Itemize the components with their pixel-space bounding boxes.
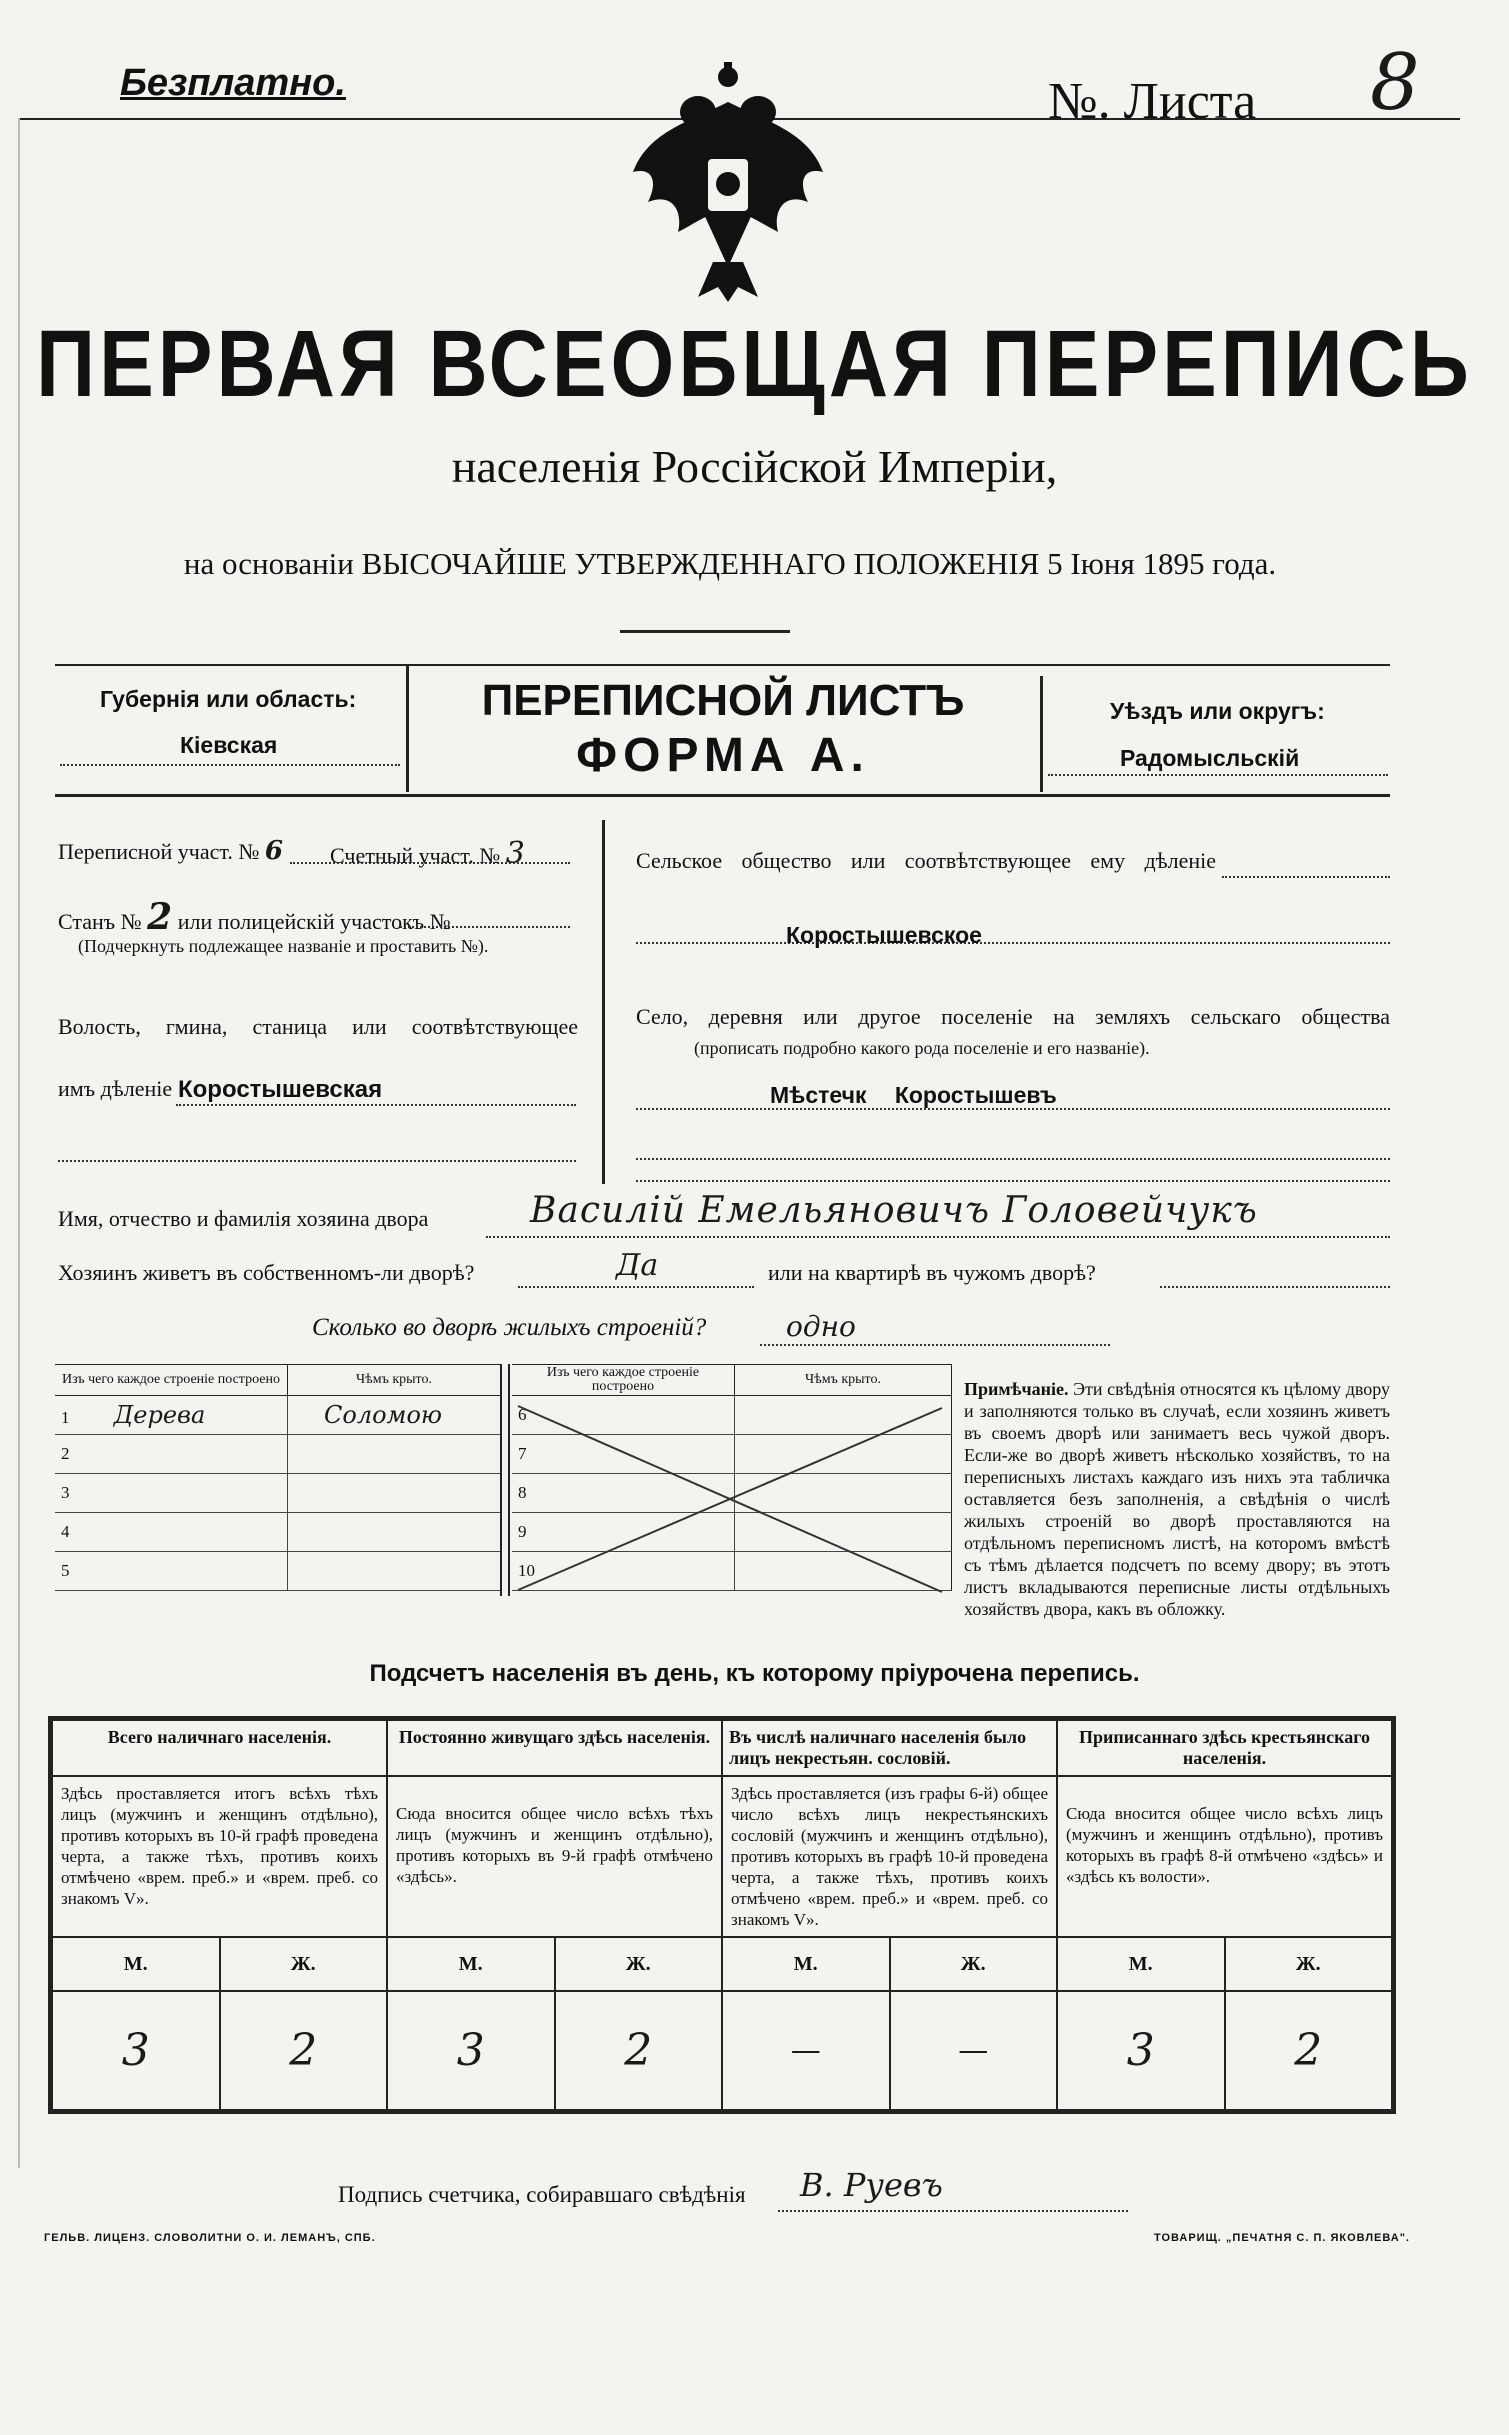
census-section-value: 6	[264, 836, 283, 866]
male-header: М.	[52, 1937, 220, 1991]
census-section-label: Переписной участ. №	[58, 839, 260, 864]
male-header: М.	[722, 1937, 890, 1991]
row-num: 5	[61, 1561, 70, 1580]
table-row	[55, 1513, 500, 1552]
nonpeasant-female-count: —	[890, 1991, 1058, 2110]
total-female-count: 2	[220, 1991, 388, 2110]
society-field	[636, 912, 1390, 944]
row-num: 9	[518, 1522, 527, 1541]
table-row	[55, 1474, 500, 1513]
note-text: Эти свѣдѣнія относятся къ цѣлому двору и заполняются только въ случаѣ, если хозяинъ живетъ въ своемъ дворѣ или занимаетъ весь чужой дворъ. Если-же во дворѣ живетъ нѣсколько хозяйствъ, то на переписныхъ листахъ каждаго изъ нихъ эта табличка оставляется безъ заполненія, а свѣдѣнія о числѣ жилыхъ строеній во дворѣ проставляются на отдѣльномъ переписномъ листѣ, на которомъ вмѣстѣ съ тѣмъ дѣлается подсчетъ по всему двору; въ этотъ листъ вкладываются переписные листы отдѣльныхъ хозяйствъ двора, какъ въ обложку.	[964, 1379, 1391, 1619]
row-roof: Соломою	[324, 1401, 443, 1429]
female-header: Ж.	[555, 1937, 723, 1991]
count-section-line	[290, 862, 570, 864]
dwellings-double-rule	[500, 1364, 510, 1596]
region-divider-right	[1040, 676, 1043, 792]
gubernia-label: Губернія или область:	[100, 686, 357, 712]
row-num: 3	[61, 1483, 70, 1502]
population-title: Подсчетъ населенія въ день, къ которому пріурочена перепись.	[369, 1660, 1140, 1687]
underline-note: (Подчеркнуть подлежащее названіе и проставить №).	[78, 936, 489, 956]
own-yard-value: Да	[616, 1248, 659, 1283]
pop-col-registered-title: Приписаннаго здѣсь крестьянскаго населенія.	[1057, 1720, 1392, 1776]
sheet-number-label: №. Листа	[1048, 73, 1257, 130]
row-num: 7	[518, 1444, 527, 1463]
stan-line	[400, 926, 570, 928]
village-field-3	[636, 1180, 1390, 1182]
uezd-label: Уѣздъ или округъ:	[1110, 698, 1325, 724]
volost-value: Коростышевская	[178, 1076, 383, 1103]
pop-col-nonpeasant-desc: Здѣсь проставляется (изъ графы 6-й) общее число всѣхъ лицъ некрестьянскихъ сословій (мужчинъ и женщинъ отдѣльно), противъ которыхъ въ графѣ 10-й проведена черта, а также тѣхъ, противъ коихъ отмѣчено «врем. преб.» и «врем. преб. со знакомъ V».	[722, 1776, 1057, 1937]
row-num: 8	[518, 1483, 527, 1502]
society-value: Коростышевское	[786, 922, 982, 948]
nonpeasant-male-count: —	[722, 1991, 890, 2110]
main-title: ПЕРВАЯ ВСЕОБЩАЯ ПЕРЕПИСЬ	[36, 312, 1473, 417]
table-row	[55, 1435, 500, 1474]
police-label: или полицейскій участокъ №	[177, 909, 451, 934]
population-table	[48, 1716, 1396, 2114]
male-header: М.	[1057, 1937, 1225, 1991]
subtitle: населенія Россійской Имперіи,	[451, 441, 1058, 492]
village-note: (прописать подробно какого рода поселеніе и его названіе).	[694, 1038, 1150, 1058]
cross-out-mark	[512, 1400, 952, 1596]
col-material-header-right: Изъ чего каждое строеніе построено	[512, 1365, 735, 1396]
pop-col-total-desc: Здѣсь проставляется итогъ всѣхъ тѣхъ лицъ (мужчинъ и женщинъ отдѣльно), противъ которыхъ въ 10-й графѣ проведена черта, а также тѣхъ, противъ коихъ отмѣчено «врем. преб.» и «врем. преб. со знакомъ V».	[52, 1776, 387, 1937]
gubernia-value: Кіевская	[180, 732, 278, 758]
dwellings-table-left	[55, 1364, 500, 1591]
count-section-label: Счетный участ. №	[330, 843, 501, 868]
row-num: 1	[61, 1408, 70, 1427]
own-yard-label: Хозяинъ живетъ въ собственномъ-ли дворѣ?	[58, 1260, 475, 1285]
society-line-1	[1222, 850, 1390, 878]
total-male-count: 3	[52, 1991, 220, 2110]
form-title: ПЕРЕПИСНОЙ ЛИСТЪ	[481, 676, 965, 725]
owner-name-label: Имя, отчество и фамилія хозяина двора	[58, 1206, 429, 1231]
female-header: Ж.	[1225, 1937, 1393, 1991]
buildings-value: одно	[786, 1310, 856, 1343]
volost-field-2	[58, 1130, 576, 1162]
count-section	[330, 836, 525, 871]
table-row	[55, 1552, 500, 1591]
row-material: Дерева	[113, 1401, 206, 1429]
signature-value: В. Руевъ	[800, 2166, 943, 2204]
pop-col-total-title: Всего наличнаго населенія.	[52, 1720, 387, 1776]
row-num: 2	[61, 1444, 70, 1463]
pop-col-registered-desc: Сюда вносится общее число всѣхъ лицъ (мужчинъ и женщинъ отдѣльно), противъ которыхъ въ графѣ 8-й отмѣчено «здѣсь» и «здѣсь къ волости».	[1057, 1776, 1392, 1937]
dwellings-note	[964, 1378, 1390, 1620]
free-label: Безплатно.	[120, 62, 346, 104]
male-header: М.	[387, 1937, 555, 1991]
registered-female-count: 2	[1225, 1991, 1393, 2110]
registered-male-count: 3	[1057, 1991, 1225, 2110]
printer-left: ГЕЛЬВ. ЛИЦЕНЗ. СЛОВОЛИТНИ О. И. ЛЕМАНЪ, СПБ.	[44, 2232, 376, 2244]
row-num: 4	[61, 1522, 70, 1541]
buildings-label: Сколько во дворѣ жилыхъ строеній?	[312, 1314, 707, 1341]
vertical-divider	[602, 820, 605, 1184]
rent-label: или на квартирѣ въ чужомъ дворѣ?	[768, 1260, 1096, 1285]
stan-row	[58, 896, 451, 938]
ornament-divider	[620, 630, 790, 633]
sheet-number-value: 8	[1370, 38, 1420, 128]
owner-name-value: Василій Емельяновичъ Головейчукъ	[530, 1190, 1258, 1231]
pop-col-permanent-title: Постоянно живущаго здѣсь населенія.	[387, 1720, 722, 1776]
table-row	[55, 1396, 500, 1435]
uezd-value: Радомысльскій	[1120, 745, 1300, 771]
col-roof-header-right: Чѣмъ крыто.	[735, 1365, 952, 1396]
volost-label2: имъ дѣленіе	[58, 1076, 173, 1101]
stan-value: 2	[147, 896, 173, 938]
rent-field	[1160, 1260, 1390, 1288]
row-num: 10	[518, 1561, 535, 1580]
form-name: ФОРМА А.	[576, 729, 870, 782]
signature-label: Подпись счетчика, собиравшаго свѣдѣнія	[338, 2182, 746, 2207]
printer-right: ТОВАРИЩ. „ПЕЧАТНЯ С. П. ЯКОВЛЕВА".	[1154, 2232, 1410, 2244]
village-label: Село, деревня или другое поселеніе на земляхъ сельскаго общества	[636, 1004, 1390, 1029]
village-value: Мѣстечк Коростышевъ	[770, 1082, 1057, 1108]
village-field-2	[636, 1132, 1390, 1160]
pop-col-permanent-desc: Сюда вносится общее число всѣхъ тѣхъ лицъ (мужчинъ и женщинъ отдѣльно), противъ которыхъ въ 9-й графѣ отмѣчено «здѣсь».	[387, 1776, 722, 1937]
census-section	[58, 836, 283, 866]
basis-line: на основаніи ВЫСОЧАЙШЕ УТВЕРЖДЕННАГО ПОЛОЖЕНІЯ 5 Іюня 1895 года.	[183, 546, 1277, 581]
pop-col-nonpeasant-title: Въ числѣ наличнаго населенія было лицъ некрестьян. сословій.	[722, 1720, 1057, 1776]
society-label: Сельское общество или соотвѣтствующее ему дѣленіе	[636, 848, 1216, 873]
col-roof-header: Чѣмъ крыто.	[288, 1365, 501, 1396]
col-material-header: Изъ чего каждое строеніе построено	[55, 1365, 288, 1396]
stan-label: Станъ №	[58, 909, 142, 934]
imperial-eagle-icon	[628, 62, 828, 302]
volost-label: Волость, гмина, станица или соотвѣтствующее	[58, 1014, 578, 1039]
female-header: Ж.	[220, 1937, 388, 1991]
permanent-female-count: 2	[555, 1991, 723, 2110]
female-header: Ж.	[890, 1937, 1058, 1991]
page-left-edge	[18, 118, 20, 2168]
permanent-male-count: 3	[387, 1991, 555, 2110]
note-title: Примѣчаніе.	[964, 1379, 1069, 1399]
count-section-value: 3	[505, 836, 525, 871]
row-num: 6	[518, 1405, 527, 1424]
